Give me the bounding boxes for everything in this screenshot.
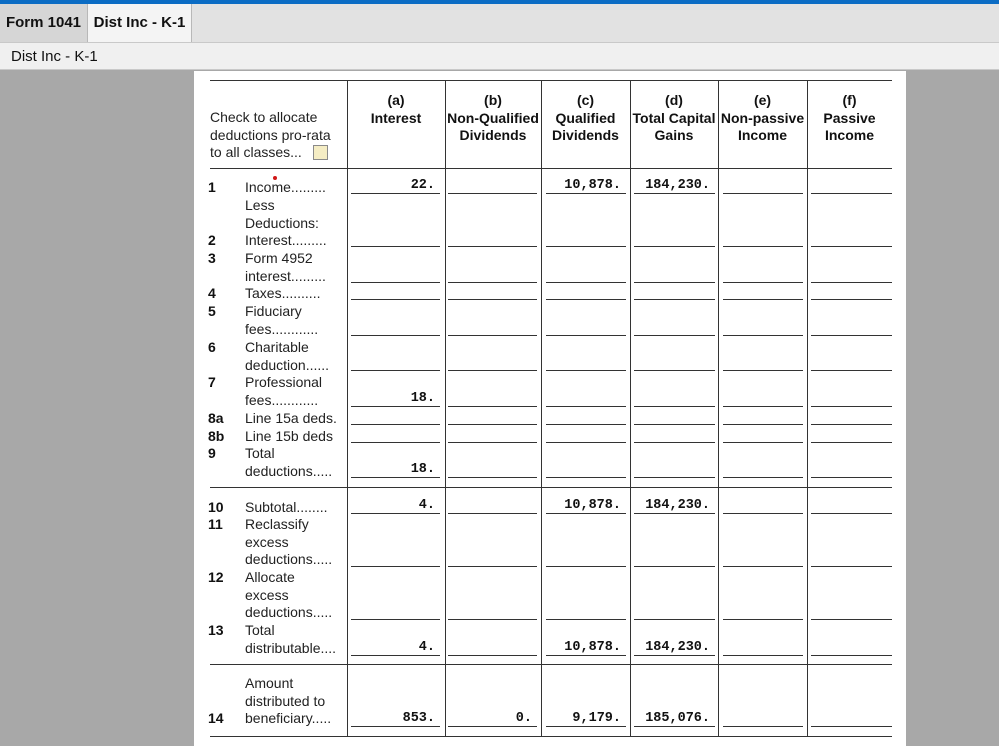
amount-field-interest[interactable]: 4. bbox=[351, 639, 440, 656]
amount-field-qualified-dividends[interactable] bbox=[546, 390, 626, 407]
section-rule bbox=[210, 487, 892, 488]
line-label: Charitable deduction...... bbox=[245, 339, 330, 373]
amount-field-total-capital-gains[interactable]: 184,230. bbox=[634, 639, 715, 656]
line-number: 12 bbox=[208, 569, 224, 585]
amount-field-total-capital-gains[interactable] bbox=[634, 461, 715, 478]
amount-field-passive-income[interactable] bbox=[811, 426, 892, 443]
line-number: 1 bbox=[208, 179, 216, 195]
header-bottom-rule bbox=[210, 168, 892, 169]
amount-field-non-qualified-dividends[interactable]: 0. bbox=[448, 710, 537, 727]
line-number: 8a bbox=[208, 410, 224, 426]
column-divider bbox=[807, 80, 808, 736]
amount-field-non-qualified-dividends[interactable] bbox=[448, 426, 537, 443]
amount-field-total-capital-gains[interactable] bbox=[634, 283, 715, 300]
section-rule bbox=[210, 664, 892, 665]
line-number: 6 bbox=[208, 339, 216, 355]
amount-field-passive-income[interactable] bbox=[811, 177, 892, 194]
form-tab-strip bbox=[0, 4, 999, 43]
amount-field-passive-income[interactable] bbox=[811, 230, 892, 247]
amount-field-interest[interactable] bbox=[351, 319, 440, 336]
amount-field-total-capital-gains[interactable]: 184,230. bbox=[634, 497, 715, 514]
amount-field-non-qualified-dividends[interactable] bbox=[448, 497, 537, 514]
section-title: Dist Inc - K-1 bbox=[0, 43, 999, 70]
line-label: Allocate excess deductions..... bbox=[245, 569, 333, 621]
line-label: Interest......... bbox=[245, 232, 327, 248]
column-letter: (e) bbox=[753, 92, 772, 108]
amount-field-qualified-dividends[interactable]: 10,878. bbox=[546, 177, 626, 194]
amount-field-passive-income[interactable] bbox=[811, 550, 892, 567]
amount-field-total-capital-gains[interactable]: 184,230. bbox=[634, 177, 715, 194]
amount-field-non-qualified-dividends[interactable] bbox=[448, 266, 537, 283]
amount-field-passive-income[interactable] bbox=[811, 710, 892, 727]
amount-field-non-passive-income[interactable] bbox=[723, 639, 803, 656]
amount-field-total-capital-gains[interactable] bbox=[634, 319, 715, 336]
amount-field-interest[interactable]: 4. bbox=[351, 497, 440, 514]
amount-field-total-capital-gains[interactable]: 185,076. bbox=[634, 710, 715, 727]
amount-field-non-passive-income[interactable] bbox=[723, 390, 803, 407]
amount-field-passive-income[interactable] bbox=[811, 354, 892, 371]
amount-field-interest[interactable] bbox=[351, 283, 440, 300]
table-bottom-rule bbox=[210, 736, 892, 737]
amount-field-non-qualified-dividends[interactable] bbox=[448, 461, 537, 478]
line-number: 13 bbox=[208, 622, 224, 638]
amount-field-non-qualified-dividends[interactable] bbox=[448, 603, 537, 620]
amount-field-passive-income[interactable] bbox=[811, 408, 892, 425]
k1-distribution-form bbox=[194, 71, 906, 746]
amount-field-non-qualified-dividends[interactable] bbox=[448, 550, 537, 567]
amount-field-non-qualified-dividends[interactable] bbox=[448, 230, 537, 247]
amount-field-total-capital-gains[interactable] bbox=[634, 550, 715, 567]
header-top-rule bbox=[210, 80, 892, 81]
line-number: 10 bbox=[208, 499, 224, 515]
column-divider bbox=[630, 80, 631, 736]
amount-field-non-passive-income[interactable] bbox=[723, 461, 803, 478]
amount-field-interest[interactable] bbox=[351, 408, 440, 425]
amount-field-non-passive-income[interactable] bbox=[723, 408, 803, 425]
amount-field-passive-income[interactable] bbox=[811, 390, 892, 407]
line-number: 11 bbox=[208, 516, 223, 532]
amount-field-interest[interactable] bbox=[351, 354, 440, 371]
amount-field-interest[interactable] bbox=[351, 266, 440, 283]
column-header-non-qualified-dividends bbox=[445, 92, 541, 145]
amount-field-non-passive-income[interactable] bbox=[723, 319, 803, 336]
column-letter: (c) bbox=[576, 92, 595, 108]
amount-field-non-passive-income[interactable] bbox=[723, 603, 803, 620]
column-title: Non-Qualified Dividends bbox=[447, 109, 539, 144]
amount-field-passive-income[interactable] bbox=[811, 319, 892, 336]
amount-field-total-capital-gains[interactable] bbox=[634, 230, 715, 247]
amount-field-non-passive-income[interactable] bbox=[723, 550, 803, 567]
amount-field-total-capital-gains[interactable] bbox=[634, 426, 715, 443]
column-divider bbox=[347, 80, 348, 736]
line-number: 4 bbox=[208, 285, 216, 301]
column-title: Passive Income bbox=[823, 109, 876, 144]
pro-rata-checkbox[interactable] bbox=[313, 145, 328, 160]
amount-field-interest[interactable]: 22. bbox=[351, 177, 440, 194]
line-label: Taxes.......... bbox=[245, 285, 321, 301]
amount-field-interest[interactable] bbox=[351, 230, 440, 247]
column-header-non-passive-income bbox=[718, 92, 807, 145]
pro-rata-check-label: Check to allocate deductions pro-rata to all classes... bbox=[210, 109, 331, 161]
amount-field-non-passive-income[interactable] bbox=[723, 497, 803, 514]
column-title: Qualified Dividends bbox=[552, 109, 619, 144]
amount-field-non-passive-income[interactable] bbox=[723, 230, 803, 247]
amount-field-qualified-dividends[interactable] bbox=[546, 461, 626, 478]
column-divider bbox=[445, 80, 446, 736]
column-letter: (a) bbox=[387, 92, 405, 108]
amount-field-qualified-dividends[interactable]: 10,878. bbox=[546, 497, 626, 514]
amount-field-non-passive-income[interactable] bbox=[723, 354, 803, 371]
line-label: Fiduciary fees............ bbox=[245, 303, 319, 337]
amount-field-passive-income[interactable] bbox=[811, 497, 892, 514]
amount-field-non-qualified-dividends[interactable] bbox=[448, 283, 537, 300]
line-label: Less Deductions: bbox=[245, 197, 319, 231]
line-label: Form 4952 interest......... bbox=[245, 250, 326, 284]
amount-field-qualified-dividends[interactable] bbox=[546, 230, 626, 247]
line-label: Line 15a deds. bbox=[245, 410, 337, 426]
column-divider bbox=[718, 80, 719, 736]
amount-field-non-passive-income[interactable] bbox=[723, 177, 803, 194]
line-label: Total deductions..... bbox=[245, 445, 333, 479]
column-letter: (b) bbox=[484, 92, 502, 108]
amount-field-non-passive-income[interactable] bbox=[723, 283, 803, 300]
line-number: 14 bbox=[208, 710, 224, 726]
line-label: Income......... bbox=[245, 179, 326, 195]
column-title: Interest bbox=[370, 109, 422, 126]
amount-field-non-qualified-dividends[interactable] bbox=[448, 408, 537, 425]
amount-field-passive-income[interactable] bbox=[811, 461, 892, 478]
column-header-total-capital-gains bbox=[630, 92, 718, 145]
line-label: Line 15b deds bbox=[245, 428, 333, 444]
amount-field-qualified-dividends[interactable] bbox=[546, 550, 626, 567]
line-label: Professional fees............ bbox=[245, 374, 323, 408]
amount-field-passive-income[interactable] bbox=[811, 603, 892, 620]
line-number: 7 bbox=[208, 374, 216, 390]
line-label: Total distributable.... bbox=[245, 622, 337, 656]
amount-field-non-qualified-dividends[interactable] bbox=[448, 319, 537, 336]
line-number: 3 bbox=[208, 250, 216, 266]
amount-field-non-qualified-dividends[interactable] bbox=[448, 639, 537, 656]
amount-field-non-passive-income[interactable] bbox=[723, 266, 803, 283]
amount-field-interest[interactable]: 853. bbox=[351, 710, 440, 727]
line-number: 2 bbox=[208, 232, 216, 248]
amount-field-qualified-dividends[interactable] bbox=[546, 283, 626, 300]
amount-field-qualified-dividends[interactable]: 10,878. bbox=[546, 639, 626, 656]
column-header-passive-income bbox=[807, 92, 892, 145]
amount-field-interest[interactable] bbox=[351, 550, 440, 567]
amount-field-qualified-dividends[interactable] bbox=[546, 408, 626, 425]
amount-field-qualified-dividends[interactable] bbox=[546, 603, 626, 620]
amount-field-total-capital-gains[interactable] bbox=[634, 354, 715, 371]
amount-field-qualified-dividends[interactable] bbox=[546, 426, 626, 443]
amount-field-total-capital-gains[interactable] bbox=[634, 408, 715, 425]
column-header-qualified-dividends bbox=[541, 92, 630, 145]
column-header-interest bbox=[347, 92, 445, 127]
amount-field-interest[interactable] bbox=[351, 426, 440, 443]
line-label: Reclassify excess deductions..... bbox=[245, 516, 333, 568]
line-number: 8b bbox=[208, 428, 225, 444]
column-title: Total Capital Gains bbox=[632, 109, 716, 144]
amount-field-non-passive-income[interactable] bbox=[723, 426, 803, 443]
amount-field-interest[interactable]: 18. bbox=[351, 390, 440, 407]
line-label: Subtotal........ bbox=[245, 499, 328, 515]
column-letter: (d) bbox=[665, 92, 683, 108]
amount-field-qualified-dividends[interactable] bbox=[546, 266, 626, 283]
tab-dist-inc-k1[interactable]: Dist Inc - K-1 bbox=[88, 4, 192, 42]
amount-field-interest[interactable] bbox=[351, 603, 440, 620]
amount-field-passive-income[interactable] bbox=[811, 639, 892, 656]
amount-field-non-qualified-dividends[interactable] bbox=[448, 390, 537, 407]
column-divider bbox=[541, 80, 542, 736]
amount-field-total-capital-gains[interactable] bbox=[634, 603, 715, 620]
amount-field-non-qualified-dividends[interactable] bbox=[448, 354, 537, 371]
column-letter: (f) bbox=[842, 92, 857, 108]
amount-field-qualified-dividends[interactable] bbox=[546, 354, 626, 371]
line-number: 5 bbox=[208, 303, 216, 319]
amount-field-qualified-dividends[interactable]: 9,179. bbox=[546, 710, 626, 727]
line-number: 9 bbox=[208, 445, 216, 461]
amount-field-total-capital-gains[interactable] bbox=[634, 390, 715, 407]
tab-form-1041[interactable]: Form 1041 bbox=[0, 4, 88, 42]
amount-field-passive-income[interactable] bbox=[811, 266, 892, 283]
amount-field-non-passive-income[interactable] bbox=[723, 710, 803, 727]
amount-field-non-qualified-dividends[interactable] bbox=[448, 177, 537, 194]
amount-field-interest[interactable]: 18. bbox=[351, 461, 440, 478]
amount-field-qualified-dividends[interactable] bbox=[546, 319, 626, 336]
line-label: Amount distributed to beneficiary..... bbox=[245, 675, 332, 727]
amount-field-passive-income[interactable] bbox=[811, 283, 892, 300]
column-title: Non-passive Income bbox=[720, 109, 805, 144]
amount-field-total-capital-gains[interactable] bbox=[634, 266, 715, 283]
